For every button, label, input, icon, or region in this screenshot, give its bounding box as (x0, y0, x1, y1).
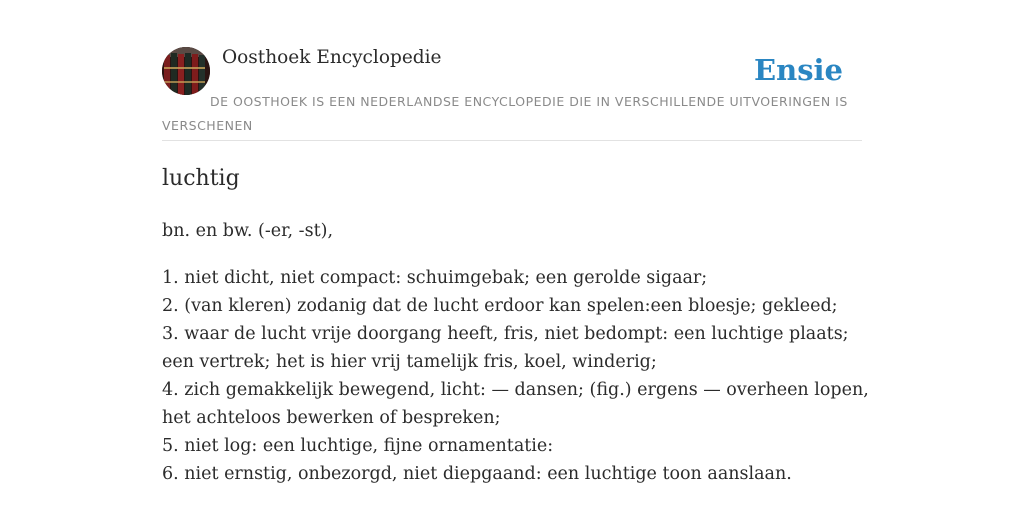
entry-grammar: bn. en bw. (-er, -st), (162, 221, 334, 241)
definition-item: 4. zich gemakkelijk bewegend, licht: — dansen; (fig.) ergens — overheen lopen, het achteloos bewerken of bespreken; (162, 380, 869, 428)
ensie-logo[interactable]: Ensie (754, 53, 843, 87)
bookshelf-avatar-icon[interactable] (162, 47, 210, 95)
source-header (162, 46, 862, 141)
entry-title: luchtig (162, 166, 240, 191)
definition-item: 5. niet log: een luchtige, fijne ornamentatie: (162, 436, 554, 456)
source-title[interactable]: Oosthoek Encyclopedie (222, 47, 442, 68)
definition-item: 6. niet ernstig, onbezorgd, niet diepgaand: een luchtige toon aanslaan. (162, 464, 792, 484)
definition-item: 1. niet dicht, niet compact: schuimgebak; een gerolde sigaar; (162, 268, 708, 288)
definition-list (162, 264, 872, 488)
definition-item: 2. (van kleren) zodanig dat de lucht erdoor kan spelen:een bloesje; gekleed; (162, 296, 838, 316)
source-description: DE OOSTHOEK IS EEN NEDERLANDSE ENCYCLOPEDIE DIE IN VERSCHILLENDE UITVOERINGEN IS VERSCHENEN (162, 94, 848, 133)
definition-item: 3. waar de lucht vrije doorgang heeft, fris, niet bedompt: een luchtige plaats; een vertrek; het is hier vrij tamelijk fris, koel, winderig; (162, 324, 849, 372)
